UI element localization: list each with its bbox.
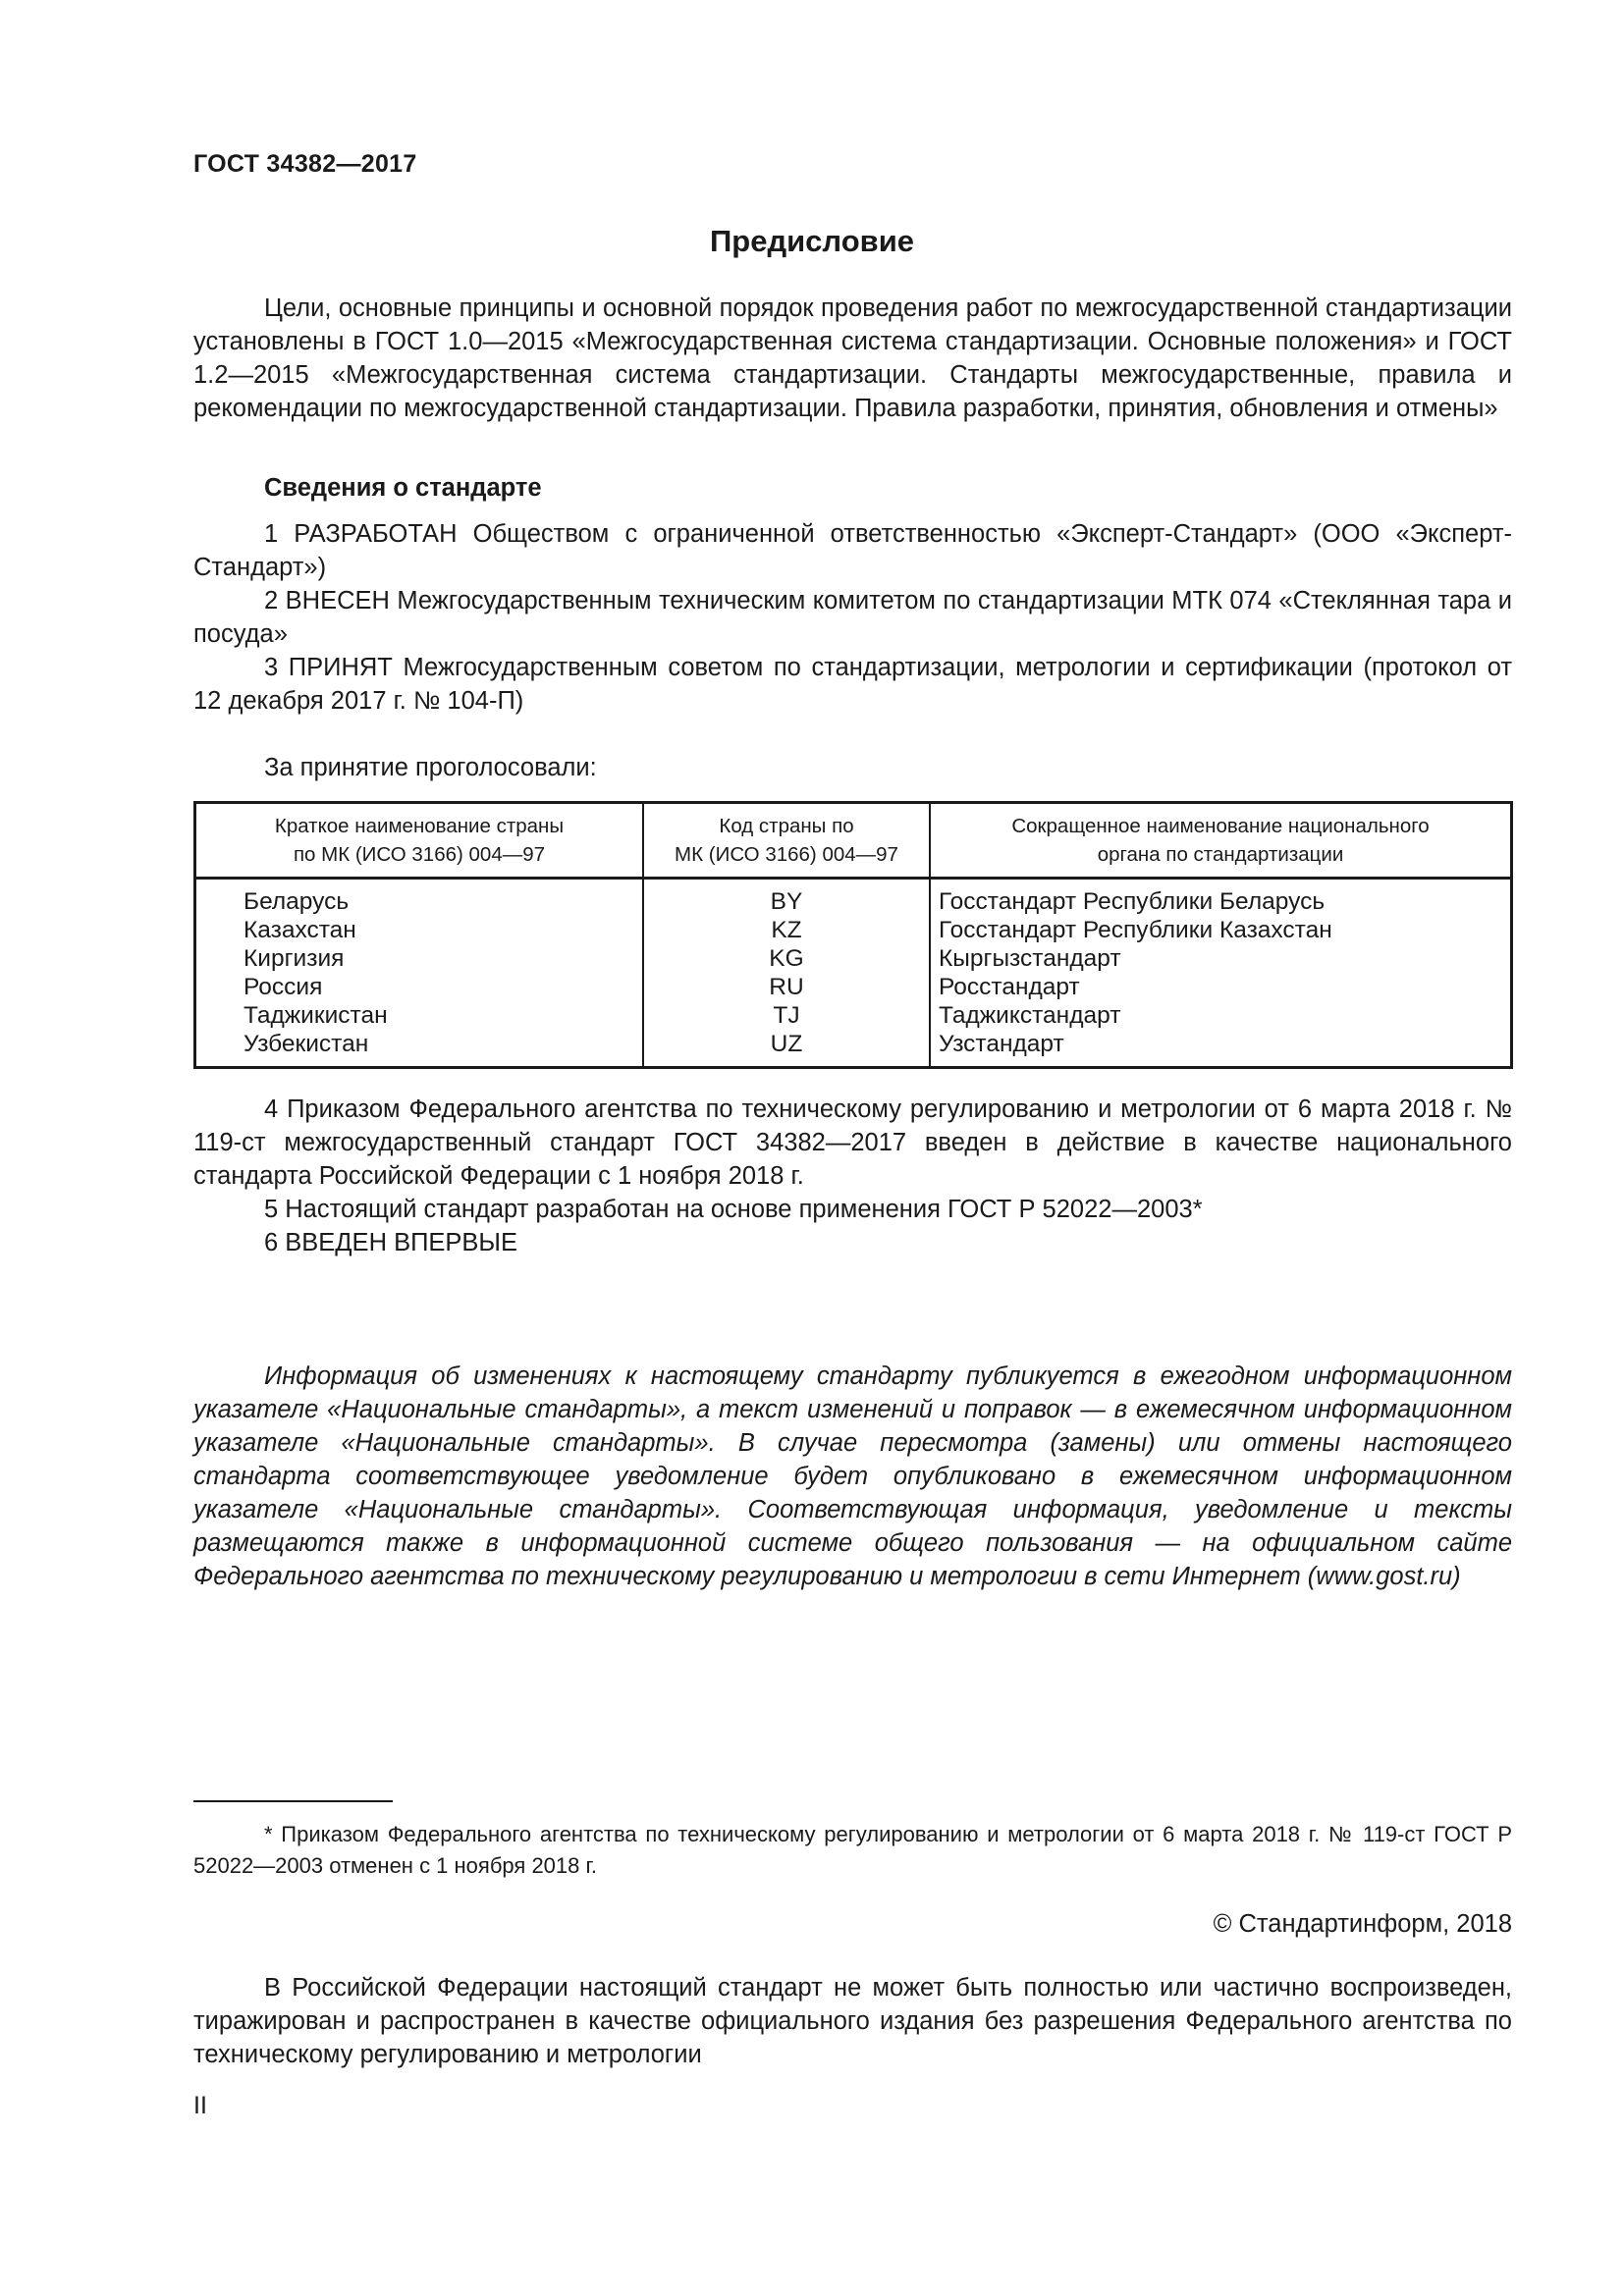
document-id: ГОСТ 34382—2017	[193, 150, 417, 178]
section-heading: Сведения о стандарте	[264, 474, 542, 502]
cell-authority: Росстандарт	[939, 974, 1080, 1000]
cell-code: KG	[643, 944, 930, 973]
item-4: 4 Приказом Федерального агентства по техническому регулированию и метрологии от 6 марта 2018 г. № 119-ст межгосударственный стандарт ГОСТ 34382—2017 введен в действие в качестве национального стандарта Российской Федерации с 1 ноября 2018 г.	[193, 1095, 1512, 1190]
table-row	[195, 944, 1512, 973]
cell-country: Таджикистан	[195, 1001, 644, 1030]
header-line: МК (ИСО 3166) 004—97	[675, 843, 898, 866]
voted-label: За принятие проголосовали:	[264, 754, 597, 781]
cell-code: BY	[643, 879, 930, 917]
table-row	[195, 973, 1512, 1001]
header-line: Код страны по	[719, 815, 854, 837]
item-3: 3 ПРИНЯТ Межгосударственным советом по стандартизации, метрологии и сертификации (протокол от 12 декабря 2017 г. № 104-П)	[193, 654, 1512, 715]
cell-authority: Узстандарт	[939, 1031, 1064, 1057]
header-line: органа по стандартизации	[1097, 843, 1344, 866]
cell-code: KZ	[643, 916, 930, 944]
table-row	[195, 879, 1512, 917]
table-row	[195, 1030, 1512, 1068]
cell-country: Казахстан	[195, 916, 644, 944]
cell-authority: Госстандарт Республики Казахстан	[939, 917, 1332, 943]
copyright: © Стандартинформ, 2018	[1213, 1910, 1512, 1938]
footnote-divider	[193, 1800, 393, 1802]
cell-country: Беларусь	[195, 879, 644, 917]
rights-notice: В Российской Федерации настоящий стандарт не может быть полностью или частично воспроизведен, тиражирован и распространен в качестве официального издания без разрешения Федерального агентства по техническому регулированию и метрологии	[193, 1974, 1512, 2068]
cell-authority: Госстандарт Республики Беларусь	[939, 888, 1326, 915]
table-row	[195, 1001, 1512, 1030]
header-line: Краткое наименование страны	[274, 815, 565, 837]
table-header-country	[195, 803, 644, 879]
table-header-authority	[930, 803, 1512, 879]
voting-table	[193, 801, 1513, 1069]
cell-authority: Таджикстандарт	[939, 1002, 1121, 1029]
page-title: Предисловие	[709, 224, 914, 258]
intro-paragraph: Цели, основные принципы и основной порядок проведения работ по межгосударственной стандартизации установлены в ГОСТ 1.0—2015 «Межгосударственная система стандартизации. Основные положения» и ГОСТ 1.2—2015 «Межгосударственная система стандартизации. Стандарты межгосударственные, правила и рекомендации по межгосударственной стандартизации. Правила разработки, принятия, обновления и отмены»	[193, 294, 1512, 422]
item-6: 6 ВВЕДЕН ВПЕРВЫЕ	[264, 1229, 518, 1256]
cell-country: Киргизия	[195, 944, 644, 973]
header-line: по МК (ИСО 3166) 004—97	[293, 843, 546, 866]
cell-country: Россия	[195, 973, 644, 1001]
table-header-row	[195, 803, 1512, 879]
item-1: 1 РАЗРАБОТАН Обществом с ограниченной ответственностью «Эксперт-Стандарт» (ООО «Эксперт-Стандарт»)	[193, 520, 1512, 581]
footnote: * Приказом Федерального агентства по техническому регулированию и метрологии от 6 марта 2018 г. № 119-ст ГОСТ Р 52022—2003 отменен с 1 ноября 2018 г.	[193, 1822, 1512, 1878]
cell-code: TJ	[643, 1001, 930, 1030]
cell-country: Узбекистан	[195, 1030, 644, 1068]
page-number: II	[193, 2092, 207, 2119]
cell-code: RU	[643, 973, 930, 1001]
item-5: 5 Настоящий стандарт разработан на основе применения ГОСТ Р 52022—2003*	[264, 1196, 1203, 1223]
info-notice: Информация об изменениях к настоящему стандарту публикуется в ежегодном информационном указателе «Национальные стандарты», а текст изменений и поправок — в ежемесячном информационном указателе «Национальные стандарты». В случае пересмотра (замены) или отмены настоящего стандарта соответствующее уведомление будет опубликовано в ежемесячном информационном указателе «Национальные стандарты». Соответствующая информация, уведомление и тексты размещаются также в информационной системе общего пользования — на официальном сайте Федерального агентства по техническому регулированию и метрологии в сети Интернет (www.gost.ru)	[193, 1362, 1512, 1590]
cell-authority: Кыргызстандарт	[939, 945, 1121, 972]
table-row	[195, 916, 1512, 944]
item-2: 2 ВНЕСЕН Межгосударственным техническим комитетом по стандартизации МТК 074 «Стеклянная тара и посуда»	[193, 587, 1512, 648]
table-header-code	[643, 803, 930, 879]
header-line: Сокращенное наименование национального	[1011, 815, 1430, 837]
cell-code: UZ	[643, 1030, 930, 1068]
